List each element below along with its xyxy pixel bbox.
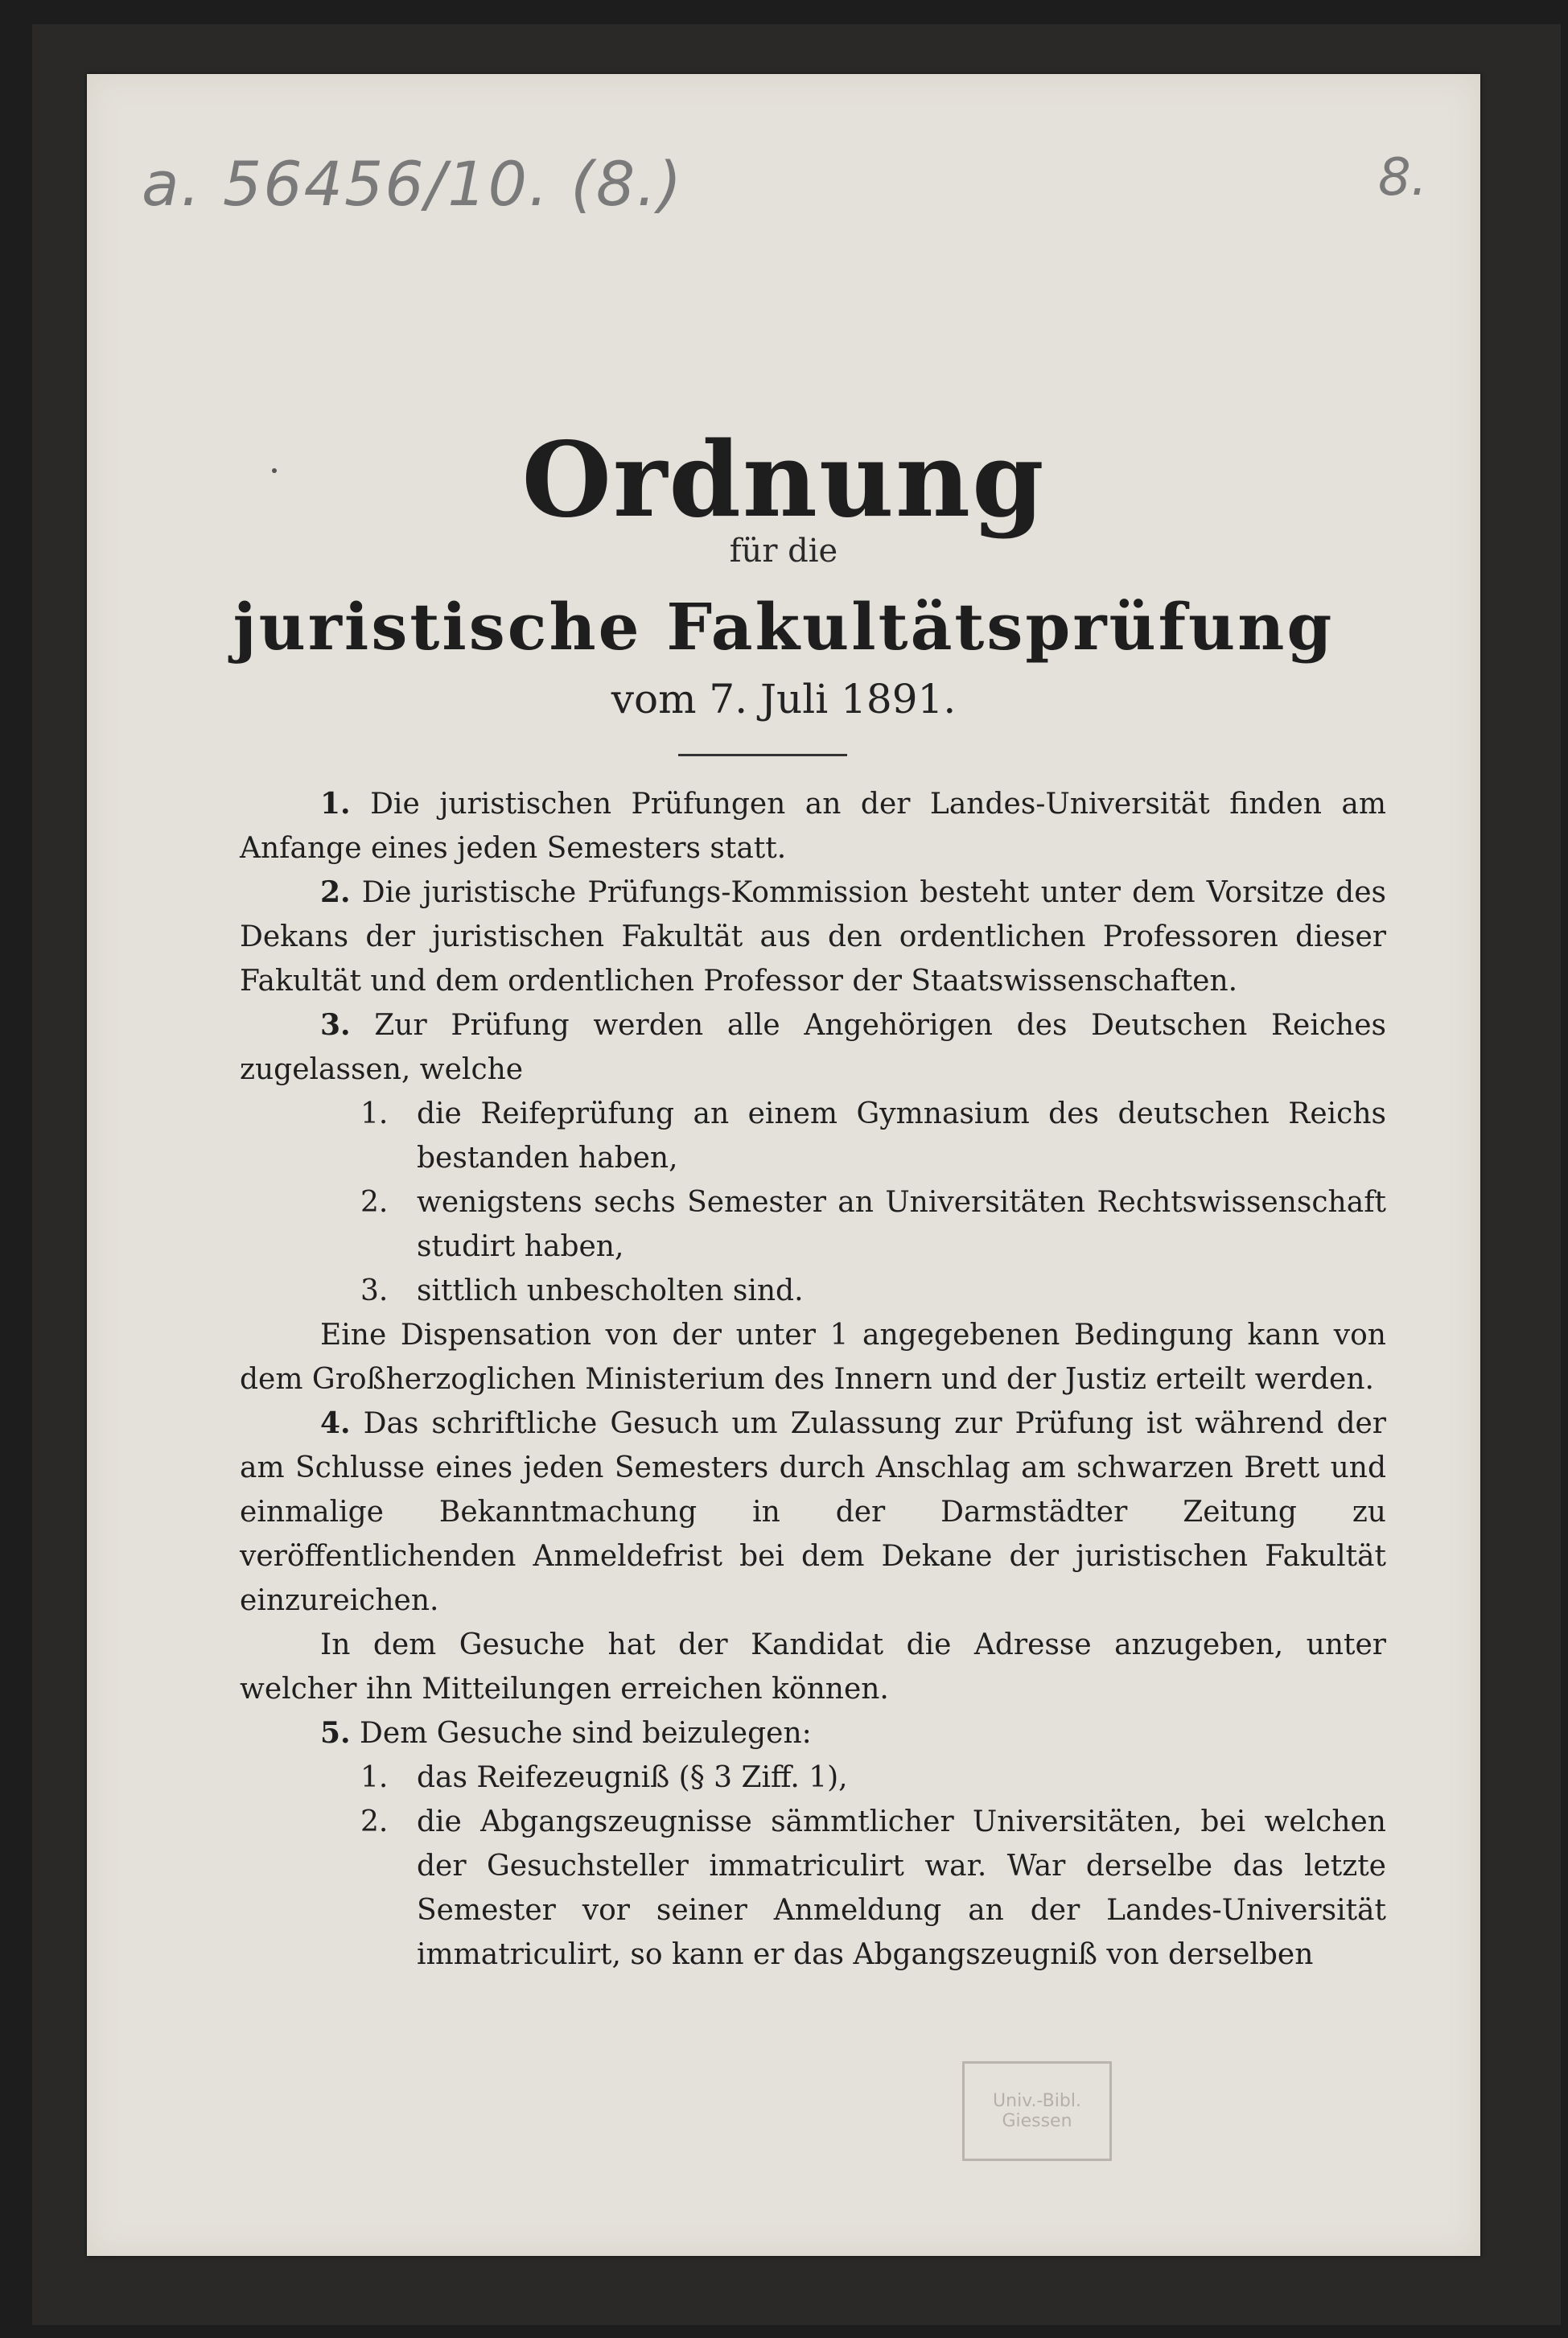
list-item: 3. sittlich unbescholten sind. (360, 1274, 804, 1307)
document-page (87, 74, 1480, 2256)
section-number: 1. (320, 787, 351, 821)
handwritten-page-number: 8. (1377, 148, 1427, 208)
section-1 (240, 782, 1386, 871)
title-divider (678, 754, 847, 756)
title-connector: für die (729, 533, 838, 570)
section-number: 2. (320, 875, 351, 909)
section-number: 5. (320, 1716, 351, 1750)
list-item: 1. das Reifezeugniß (§ 3 Ziff. 1), (360, 1761, 848, 1794)
section-3 (240, 1003, 1386, 1092)
section-text: Dem Gesuche sind beizulegen: (360, 1717, 812, 1750)
section-4-note: In dem Gesuche hat der Kandidat die Adresse anzugeben, unter welcher ihn Mitteilungen erreichen können. (240, 1628, 1386, 1706)
document-date: vom 7. Juli 1891. (611, 676, 957, 722)
section-4 (240, 1402, 1386, 1623)
document-body (240, 782, 1386, 1977)
library-stamp (962, 2061, 1112, 2161)
list-item: 1. die Reifeprüfung an einem Gymnasium des deutschen Reichs bestanden haben, (360, 1097, 1386, 1175)
page-subtitle: juristische Fakultätsprüfung (233, 589, 1335, 665)
section-text: Das schriftliche Gesuch um Zulassung zur Prüfung ist während der am Schlusse eines jeden Semesters durch Anschlag am schwarzen Brett und einmalige Bekanntmachung in der Darmstädter Zeitung zu veröffentlichenden Anmeldefrist bei dem Dekane der juristischen Fakultät einzureichen. (240, 1407, 1386, 1617)
stamp-line-1: Univ.-Bibl. (993, 2091, 1081, 2111)
handwritten-signature: a. 56456/10. (8.) (142, 148, 684, 220)
section-text: Zur Prüfung werden alle Angehörigen des Deutschen Reiches zugelassen, welche (240, 1009, 1386, 1086)
section-text: Die juristischen Prüfungen an der Landes-Universität finden am Anfange eines jeden Semesters statt. (240, 788, 1386, 865)
page-title: Ordnung (521, 420, 1046, 541)
section-number: 3. (320, 1008, 351, 1042)
section-text: Die juristische Prüfungs-Kommission besteht unter dem Vorsitze des Dekans der juristischen Fakultät aus den ordentlichen Professoren dieser Fakultät und dem ordentlichen Professor der Staatswissenschaften. (240, 876, 1387, 998)
stamp-line-2: Giessen (1002, 2111, 1072, 2131)
list-item: 2. die Abgangszeugnisse sämmtlicher Universitäten, bei welchen der Gesuchsteller immatriculirt war. War derselbe das letzte Semester vor seiner Anmeldung an der Landes-Universität immatriculirt, so kann er das Abgangszeugniß von derselben (360, 1805, 1386, 1971)
section-2 (240, 871, 1386, 1003)
section-number: 4. (320, 1406, 351, 1440)
section-5 (240, 1711, 1386, 1756)
list-item: 2. wenigstens sechs Semester an Universitäten Rechtswissenschaft studirt haben, (360, 1186, 1386, 1263)
section-3-note: Eine Dispensation von der unter 1 angegebenen Bedingung kann von dem Großherzoglichen Ministerium des Innern und der Justiz erteilt werden. (240, 1319, 1386, 1396)
